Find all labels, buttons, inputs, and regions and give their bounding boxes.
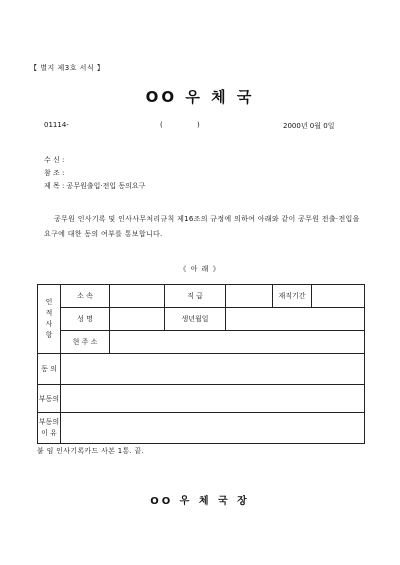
address-value[interactable] — [110, 331, 365, 354]
attachment-note: 붙 임 인사기록카드 사본 1통. 끝. — [37, 447, 145, 455]
section-title: 《 아 래 》 — [179, 265, 221, 273]
table-row — [38, 385, 365, 413]
birthdate-label: 생년월일 — [165, 308, 226, 331]
disagree-value[interactable] — [61, 385, 365, 413]
tenure-value[interactable] — [312, 285, 365, 308]
table-row — [38, 308, 365, 331]
table-row — [38, 285, 365, 308]
table-row — [38, 331, 365, 354]
reference-line: 참 조 : — [44, 169, 65, 177]
name-value[interactable] — [110, 308, 165, 331]
consent-value[interactable] — [61, 354, 365, 385]
position-value[interactable] — [226, 285, 273, 308]
birthdate-value[interactable] — [226, 308, 365, 331]
form-number: 【 별지 제3호 서식 】 — [30, 64, 105, 72]
tenure-label: 재직기간 — [273, 285, 312, 308]
position-label: 직 급 — [165, 285, 226, 308]
document-date: 2000년 0월 0일 — [283, 122, 335, 130]
affiliation-label: 소 속 — [61, 285, 110, 308]
table-row — [38, 413, 365, 444]
document-paren: ( ) — [160, 121, 200, 129]
name-label: 성 명 — [61, 308, 110, 331]
consent-label: 동 의 — [38, 354, 61, 385]
recipient-line: 수 신 : — [44, 156, 65, 164]
disagree-label: 부동의 — [38, 385, 61, 413]
disagree-reason-value[interactable] — [61, 413, 365, 444]
table-row — [38, 354, 365, 385]
body-paragraph: 공무원 인사기록 및 인사사무처리규칙 제16조의 규정에 의하여 아래와 같이 공무원 전출‧전입을 요구에 대한 동의 여부를 통보합니다. — [44, 215, 360, 238]
address-label: 현 주 소 — [61, 331, 110, 354]
signature-office: OO 우 체 국 장 — [150, 496, 250, 507]
personal-info-label: 인적사항 — [38, 285, 61, 354]
personnel-form-table — [37, 284, 365, 444]
document-title: OO 우 체 국 — [145, 88, 255, 106]
document-number: 01114- — [44, 121, 69, 129]
disagree-reason-label: 부동의 이 유 — [38, 413, 61, 444]
subject-line: 제 목 : 공무원출입‧전입 동의요구 — [44, 182, 146, 190]
affiliation-value[interactable] — [110, 285, 165, 308]
